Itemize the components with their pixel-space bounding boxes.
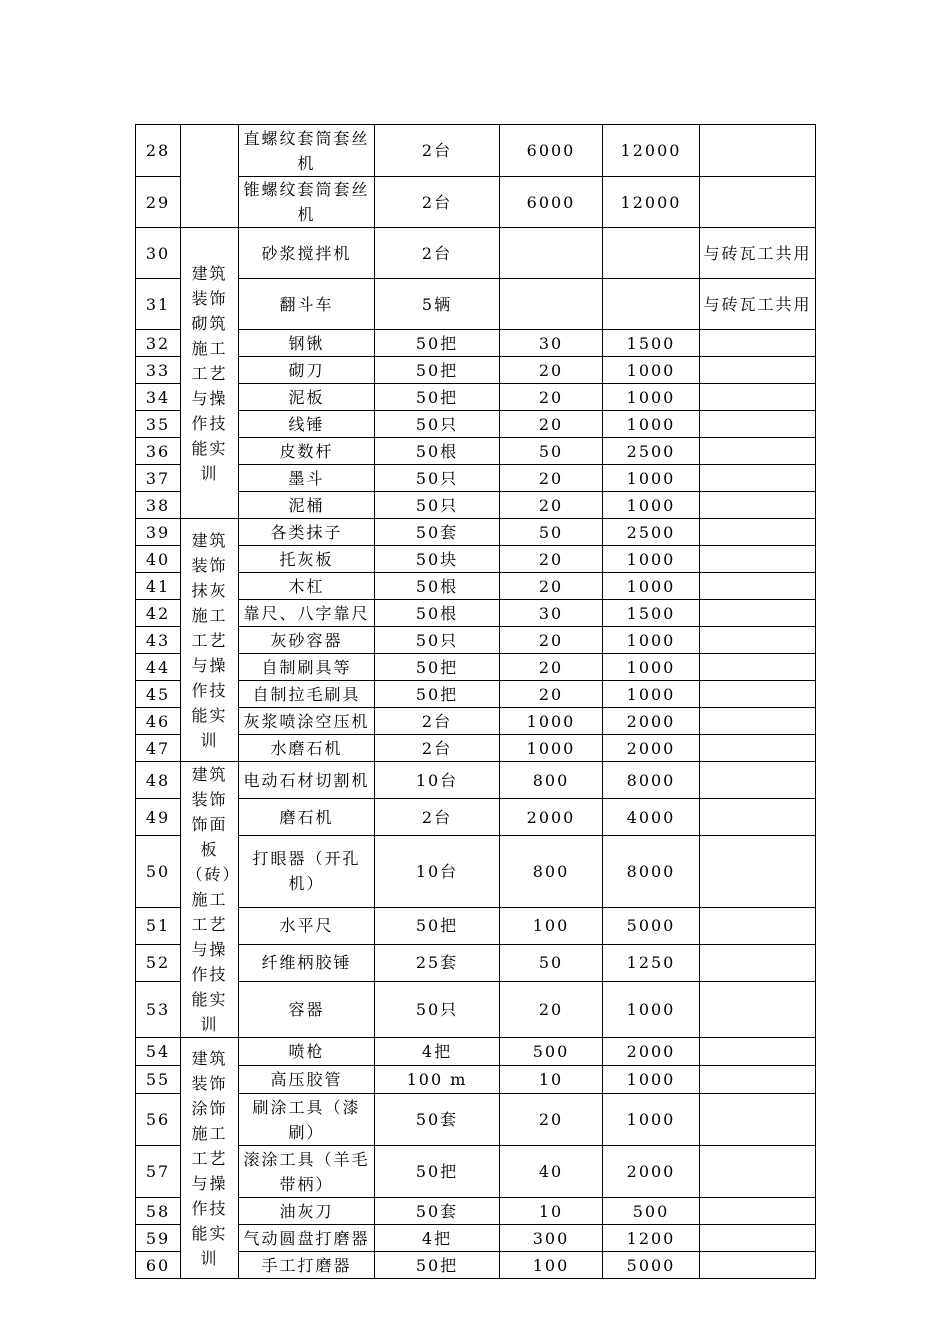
unit-price: 20 (500, 1094, 603, 1146)
row-number: 43 (136, 627, 181, 654)
row-number: 42 (136, 600, 181, 627)
total-price: 1000 (603, 681, 700, 708)
remark (700, 1252, 816, 1279)
row-number: 46 (136, 708, 181, 735)
equipment-name: 木杠 (239, 573, 375, 600)
quantity: 50块 (375, 546, 500, 573)
row-number: 35 (136, 411, 181, 438)
total-price: 1000 (603, 411, 700, 438)
equipment-name: 灰砂容器 (239, 627, 375, 654)
remark: 与砖瓦工共用 (700, 228, 816, 279)
quantity: 50把 (375, 907, 500, 944)
row-number: 44 (136, 654, 181, 681)
equipment-name: 手工打磨器 (239, 1252, 375, 1279)
unit-price: 50 (500, 944, 603, 981)
row-number: 55 (136, 1066, 181, 1094)
row-number: 34 (136, 384, 181, 411)
remark (700, 762, 816, 799)
unit-price: 6000 (500, 177, 603, 228)
row-number: 32 (136, 330, 181, 357)
remark (700, 546, 816, 573)
row-number: 52 (136, 944, 181, 981)
remark (700, 1146, 816, 1198)
remark (700, 492, 816, 519)
quantity: 2台 (375, 735, 500, 762)
equipment-name: 自制刷具等 (239, 654, 375, 681)
table-row (136, 228, 816, 279)
remark (700, 907, 816, 944)
remark (700, 654, 816, 681)
unit-price: 500 (500, 1038, 603, 1066)
row-number: 57 (136, 1146, 181, 1198)
equipment-name: 翻斗车 (239, 279, 375, 330)
row-number: 51 (136, 907, 181, 944)
equipment-name: 托灰板 (239, 546, 375, 573)
equipment-name: 墨斗 (239, 465, 375, 492)
equipment-name: 电动石材切割机 (239, 762, 375, 799)
quantity: 50把 (375, 330, 500, 357)
unit-price: 20 (500, 681, 603, 708)
quantity: 50把 (375, 1146, 500, 1198)
total-price: 8000 (603, 762, 700, 799)
quantity: 2台 (375, 125, 500, 177)
total-price: 1000 (603, 654, 700, 681)
remark (700, 125, 816, 177)
unit-price: 20 (500, 384, 603, 411)
total-price: 12000 (603, 177, 700, 228)
row-number: 47 (136, 735, 181, 762)
unit-price: 50 (500, 438, 603, 465)
quantity: 50根 (375, 600, 500, 627)
remark (700, 1038, 816, 1066)
total-price (603, 279, 700, 330)
equipment-name: 纤维柄胶锤 (239, 944, 375, 981)
equipment-name: 靠尺、八字靠尺 (239, 600, 375, 627)
unit-price: 20 (500, 465, 603, 492)
total-price: 1250 (603, 944, 700, 981)
unit-price: 100 (500, 1252, 603, 1279)
unit-price: 10 (500, 1066, 603, 1094)
row-number: 56 (136, 1094, 181, 1146)
unit-price: 2000 (500, 799, 603, 836)
row-number: 60 (136, 1252, 181, 1279)
total-price: 2000 (603, 708, 700, 735)
equipment-name: 皮数杆 (239, 438, 375, 465)
equipment-name: 喷枪 (239, 1038, 375, 1066)
row-number: 59 (136, 1225, 181, 1252)
remark (700, 981, 816, 1037)
quantity: 50把 (375, 384, 500, 411)
quantity: 50只 (375, 627, 500, 654)
quantity: 10台 (375, 762, 500, 799)
quantity: 4把 (375, 1038, 500, 1066)
total-price: 2000 (603, 735, 700, 762)
row-number: 29 (136, 177, 181, 228)
remark (700, 357, 816, 384)
unit-price: 1000 (500, 708, 603, 735)
total-price: 1000 (603, 546, 700, 573)
total-price: 1000 (603, 492, 700, 519)
quantity: 50只 (375, 465, 500, 492)
quantity: 5辆 (375, 279, 500, 330)
quantity: 100 m (375, 1066, 500, 1094)
total-price: 2000 (603, 1038, 700, 1066)
row-number: 49 (136, 799, 181, 836)
quantity: 50把 (375, 357, 500, 384)
unit-price: 30 (500, 600, 603, 627)
equipment-name: 油灰刀 (239, 1198, 375, 1225)
row-number: 58 (136, 1198, 181, 1225)
equipment-name: 泥板 (239, 384, 375, 411)
total-price: 12000 (603, 125, 700, 177)
training-category: 建筑装饰饰面板（砖）施工工艺与操作技能实训 (181, 762, 239, 1038)
row-number: 31 (136, 279, 181, 330)
equipment-name: 刷涂工具（漆刷） (239, 1094, 375, 1146)
quantity: 50根 (375, 573, 500, 600)
row-number: 39 (136, 519, 181, 546)
table-row (136, 125, 816, 177)
remark (700, 708, 816, 735)
unit-price (500, 279, 603, 330)
unit-price: 40 (500, 1146, 603, 1198)
quantity: 50套 (375, 519, 500, 546)
quantity: 50把 (375, 654, 500, 681)
quantity: 2台 (375, 177, 500, 228)
row-number: 41 (136, 573, 181, 600)
row-number: 30 (136, 228, 181, 279)
remark (700, 438, 816, 465)
remark (700, 600, 816, 627)
row-number: 38 (136, 492, 181, 519)
unit-price: 20 (500, 411, 603, 438)
total-price: 1000 (603, 981, 700, 1037)
quantity: 50套 (375, 1094, 500, 1146)
total-price: 1000 (603, 627, 700, 654)
remark (700, 799, 816, 836)
unit-price: 20 (500, 546, 603, 573)
equipment-name: 灰浆喷涂空压机 (239, 708, 375, 735)
equipment-name: 容器 (239, 981, 375, 1037)
unit-price (500, 228, 603, 279)
remark (700, 735, 816, 762)
row-number: 33 (136, 357, 181, 384)
remark (700, 944, 816, 981)
remark (700, 1198, 816, 1225)
row-number: 28 (136, 125, 181, 177)
unit-price: 30 (500, 330, 603, 357)
quantity: 50只 (375, 411, 500, 438)
total-price: 2000 (603, 1146, 700, 1198)
table-row (136, 519, 816, 546)
quantity: 50把 (375, 681, 500, 708)
unit-price: 20 (500, 492, 603, 519)
remark (700, 177, 816, 228)
row-number: 36 (136, 438, 181, 465)
equipment-name: 水磨石机 (239, 735, 375, 762)
total-price: 2500 (603, 519, 700, 546)
equipment-name: 自制拉毛刷具 (239, 681, 375, 708)
total-price: 1000 (603, 384, 700, 411)
table-row (136, 762, 816, 799)
unit-price: 300 (500, 1225, 603, 1252)
remark (700, 627, 816, 654)
unit-price: 20 (500, 627, 603, 654)
quantity: 4把 (375, 1225, 500, 1252)
unit-price: 20 (500, 573, 603, 600)
remark (700, 1225, 816, 1252)
total-price: 2500 (603, 438, 700, 465)
total-price: 1200 (603, 1225, 700, 1252)
equipment-name: 高压胶管 (239, 1066, 375, 1094)
total-price: 4000 (603, 799, 700, 836)
total-price: 1000 (603, 465, 700, 492)
training-category: 建筑装饰砌筑施工工艺与操作技能实训 (181, 228, 239, 519)
quantity: 25套 (375, 944, 500, 981)
equipment-name: 泥桶 (239, 492, 375, 519)
table-row (136, 1038, 816, 1066)
quantity: 50套 (375, 1198, 500, 1225)
total-price: 5000 (603, 1252, 700, 1279)
remark (700, 411, 816, 438)
row-number: 40 (136, 546, 181, 573)
equipment-name: 线锤 (239, 411, 375, 438)
remark (700, 330, 816, 357)
equipment-name: 砌刀 (239, 357, 375, 384)
row-number: 37 (136, 465, 181, 492)
quantity: 50只 (375, 492, 500, 519)
equipment-name: 磨石机 (239, 799, 375, 836)
equipment-name: 水平尺 (239, 907, 375, 944)
unit-price: 10 (500, 1198, 603, 1225)
quantity: 50根 (375, 438, 500, 465)
total-price: 1000 (603, 357, 700, 384)
row-number: 53 (136, 981, 181, 1037)
unit-price: 50 (500, 519, 603, 546)
unit-price: 100 (500, 907, 603, 944)
unit-price: 20 (500, 357, 603, 384)
unit-price: 20 (500, 654, 603, 681)
remark: 与砖瓦工共用 (700, 279, 816, 330)
equipment-name: 直螺纹套筒套丝机 (239, 125, 375, 177)
equipment-name: 滚涂工具（羊毛带柄） (239, 1146, 375, 1198)
total-price (603, 228, 700, 279)
training-category (181, 125, 239, 228)
training-category: 建筑装饰抹灰施工工艺与操作技能实训 (181, 519, 239, 762)
quantity: 2台 (375, 708, 500, 735)
unit-price: 6000 (500, 125, 603, 177)
equipment-table (135, 124, 816, 1279)
total-price: 1500 (603, 330, 700, 357)
quantity: 2台 (375, 228, 500, 279)
quantity: 2台 (375, 799, 500, 836)
remark (700, 519, 816, 546)
unit-price: 20 (500, 981, 603, 1037)
remark (700, 573, 816, 600)
equipment-name: 钢锹 (239, 330, 375, 357)
total-price: 8000 (603, 836, 700, 907)
quantity: 50把 (375, 1252, 500, 1279)
remark (700, 465, 816, 492)
row-number: 50 (136, 836, 181, 907)
equipment-name: 打眼器（开孔机） (239, 836, 375, 907)
remark (700, 384, 816, 411)
equipment-name: 锥螺纹套筒套丝机 (239, 177, 375, 228)
remark (700, 681, 816, 708)
row-number: 45 (136, 681, 181, 708)
unit-price: 1000 (500, 735, 603, 762)
equipment-name: 砂浆搅拌机 (239, 228, 375, 279)
remark (700, 1094, 816, 1146)
equipment-name: 气动圆盘打磨器 (239, 1225, 375, 1252)
total-price: 1000 (603, 573, 700, 600)
remark (700, 836, 816, 907)
total-price: 1500 (603, 600, 700, 627)
quantity: 10台 (375, 836, 500, 907)
total-price: 1000 (603, 1094, 700, 1146)
training-category: 建筑装饰涂饰施工工艺与操作技能实训 (181, 1038, 239, 1279)
unit-price: 800 (500, 762, 603, 799)
quantity: 50只 (375, 981, 500, 1037)
total-price: 1000 (603, 1066, 700, 1094)
total-price: 5000 (603, 907, 700, 944)
equipment-name: 各类抹子 (239, 519, 375, 546)
unit-price: 800 (500, 836, 603, 907)
remark (700, 1066, 816, 1094)
row-number: 54 (136, 1038, 181, 1066)
row-number: 48 (136, 762, 181, 799)
total-price: 500 (603, 1198, 700, 1225)
